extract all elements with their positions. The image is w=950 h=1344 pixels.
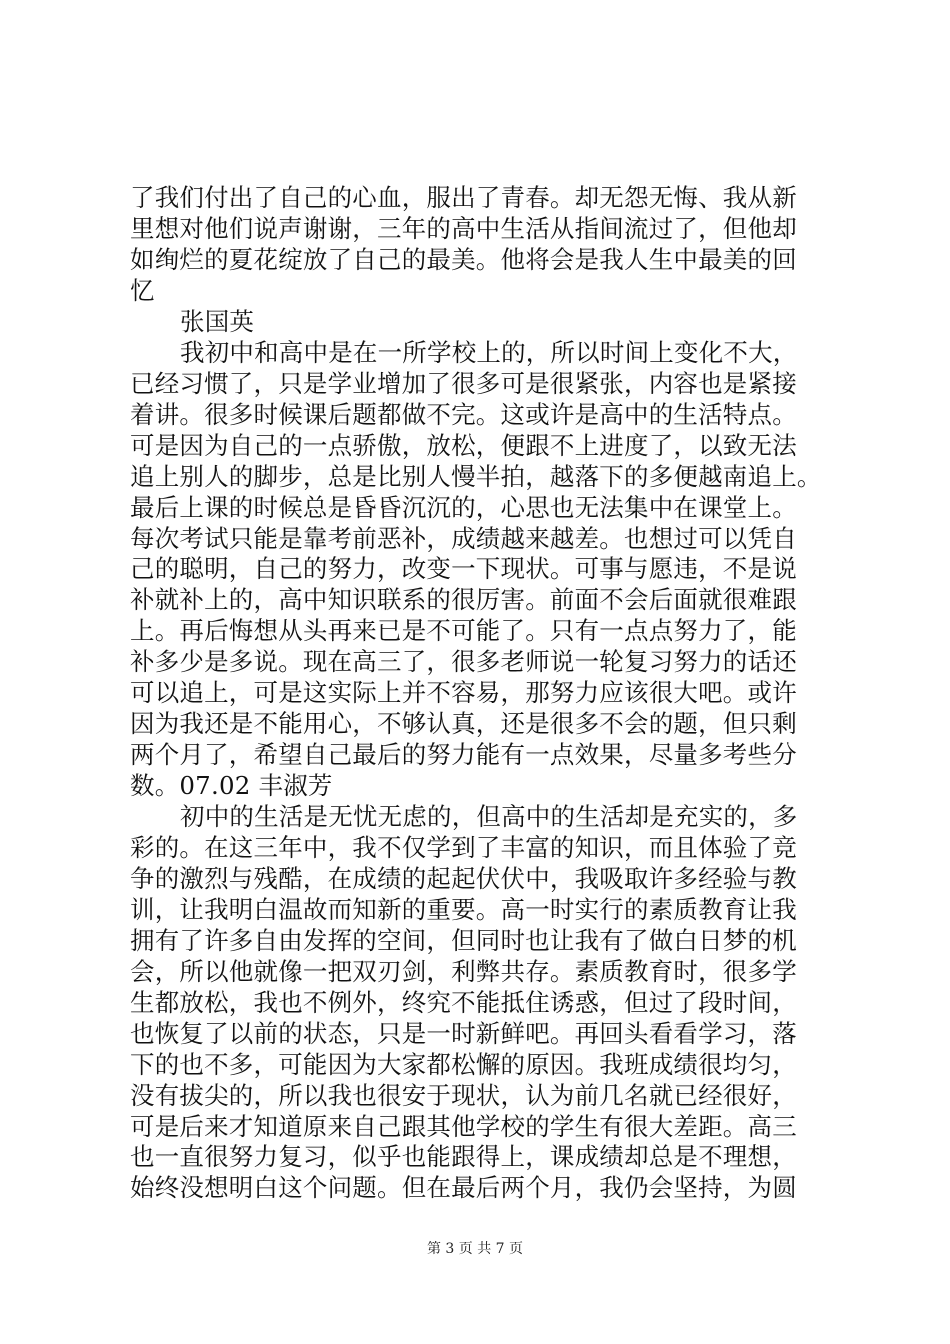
text-line: 追上别人的脚步，总是比别人慢半拍，越落下的多便越南追上。 <box>130 461 822 491</box>
text-line: 两个月了，希望自己最后的努力能有一点效果，尽量多考些分 <box>130 740 797 770</box>
text-line: 已经习惯了，只是学业增加了很多可是很紧张，内容也是紧接 <box>130 368 797 398</box>
text-line: 初中的生活是无忧无虑的，但高中的生活却是充实的，多 <box>180 802 798 831</box>
text-line: 可是后来才知道原来自己跟其他学校的学生有很大差距。高三 <box>130 1111 797 1141</box>
text-line: 每次考试只能是靠考前恶补，成绩越来越差。也想过可以凭自 <box>130 523 797 553</box>
text-line: 也恢复了以前的状态，只是一时新鲜吧。再回头看看学习，落 <box>130 1018 797 1048</box>
text-line: 了我们付出了自己的心血，服出了青春。却无怨无悔、我从新 <box>130 183 797 212</box>
text-line: 着讲。很多时候课后题都做不完。这或许是高中的生活特点。 <box>130 399 797 429</box>
text-line: 里想对他们说声谢谢，三年的高中生活从指间流过了，但他却 <box>130 213 797 243</box>
text-line: 没有拔尖的，所以我也很安于现状，认为前几名就已经很好， <box>130 1080 797 1110</box>
text-line: 可以追上，可是这实际上并不容易，那努力应该很大吧。或许 <box>130 678 797 708</box>
text-line: 拥有了许多自由发挥的空间，但同时也让我有了做白日梦的机 <box>130 925 797 955</box>
text-line: 下的也不多，可能因为大家都松懈的原因。我班成绩很均匀， <box>130 1049 797 1079</box>
text-line: 因为我还是不能用心，不够认真，还是很多不会的题，但只剩 <box>130 709 797 739</box>
text-line: 始终没想明白这个问题。但在最后两个月，我仍会坚持，为圆 <box>130 1173 797 1203</box>
text-line: 生都放松，我也不例外，终究不能抵住诱惑，但过了段时间， <box>130 987 797 1017</box>
text-line: 也一直很努力复习，似乎也能跟得上，课成绩却总是不理想， <box>130 1142 797 1172</box>
text-line: 忆 <box>130 275 155 305</box>
text-line: 补就补上的，高中知识联系的很厉害。前面不会后面就很难跟 <box>130 585 797 615</box>
text-line: 上。再后悔想从头再来已是不可能了。只有一点点努力了，能 <box>130 616 797 646</box>
text-line: 可是因为自己的一点骄傲，放松，便跟不上进度了，以致无法 <box>130 430 797 460</box>
text-line: 如绚烂的夏花绽放了自己的最美。他将会是我人生中最美的回 <box>130 244 797 274</box>
text-line: 会，所以他就像一把双刃剑，利弊共存。素质教育时，很多学 <box>130 956 797 986</box>
text-line: 数。07.02 丰淑芳 <box>130 771 333 800</box>
text-line: 己的聪明，自己的努力，改变一下现状。可事与愿违，不是说 <box>130 554 797 584</box>
text-line: 我初中和高中是在一所学校上的，所以时间上变化不大， <box>180 337 798 367</box>
text-line: 争的激烈与残酷，在成绩的起起伏伏中，我吸取许多经验与教 <box>130 863 797 893</box>
text-line: 最后上课的时候总是昏昏沉沉的，心思也无法集中在课堂上。 <box>130 492 797 522</box>
text-line: 训，让我明白温故而知新的重要。高一时实行的素质教育让我 <box>130 894 797 924</box>
text-line: 彩的。在这三年中，我不仅学到了丰富的知识，而且体验了竞 <box>130 832 797 862</box>
text-line: 补多少是多说。现在高三了，很多老师说一轮复习努力的话还 <box>130 647 797 677</box>
page-footer: 第 3 页 共 7 页 <box>426 1241 524 1257</box>
text-line: 张国英 <box>180 306 255 336</box>
